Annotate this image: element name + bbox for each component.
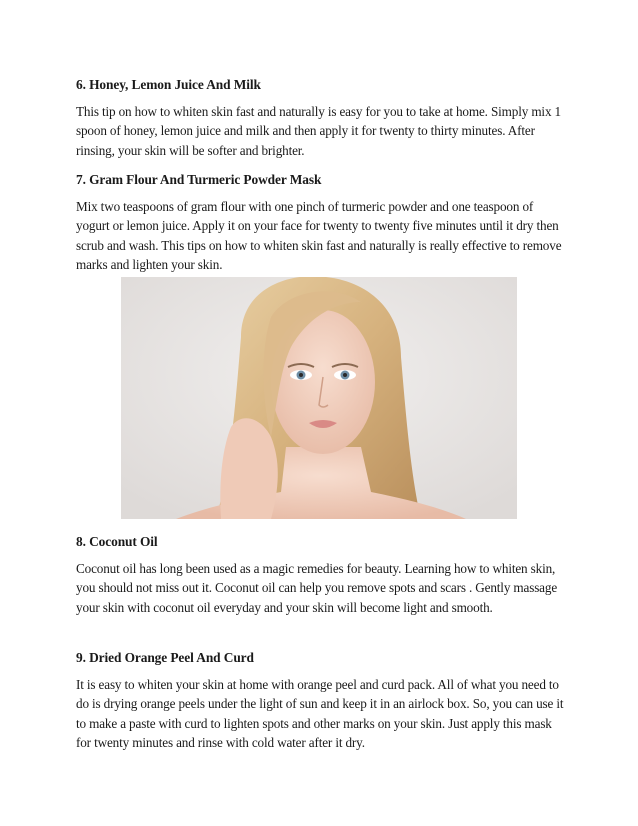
section-orange-peel-curd — [76, 649, 568, 752]
section-heading: 7. Gram Flour And Turmeric Powder Mask — [76, 172, 322, 187]
section-body: Coconut oil has long been used as a magic remedies for beauty. Learning how to whiten skin, you should not miss out it. Coconut oil can help you remove spots and scars . Gently massage your skin with coconut oil everyday and your skin will become light and smooth. — [76, 561, 558, 615]
section-coconut-oil — [76, 533, 568, 617]
section-heading: 6. Honey, Lemon Juice And Milk — [76, 77, 261, 92]
woman-portrait-image — [121, 277, 517, 519]
section-heading: 9. Dried Orange Peel And Curd — [76, 650, 254, 665]
section-body: This tip on how to whiten skin fast and naturally is easy for you to take at home. Simply mix 1 spoon of honey, lemon juice and milk and then apply it for twenty to thirty minutes. After rinsing, your skin will be softer and brighter. — [76, 104, 561, 158]
section-body: It is easy to whiten your skin at home with orange peel and curd pack. All of what you need to do is drying orange peels under the light of sun and keep it in an airlock box. So, you can use it to make a paste with curd to lighten spots and other marks on your skin. Just apply this mask for twenty minutes and rinse with cold water after it dry. — [76, 677, 564, 750]
section-honey-lemon-milk — [76, 76, 568, 160]
section-body: Mix two teaspoons of gram flour with one pinch of turmeric powder and one teaspoon of yogurt or lemon juice. Apply it on your face for twenty to twenty five minutes until it dry then scrub and wash. This tips on how to whiten skin fast and naturally is really effective to remove marks and lighten your skin. — [76, 199, 562, 272]
section-heading: 8. Coconut Oil — [76, 534, 158, 549]
section-gram-flour-turmeric — [76, 171, 568, 274]
